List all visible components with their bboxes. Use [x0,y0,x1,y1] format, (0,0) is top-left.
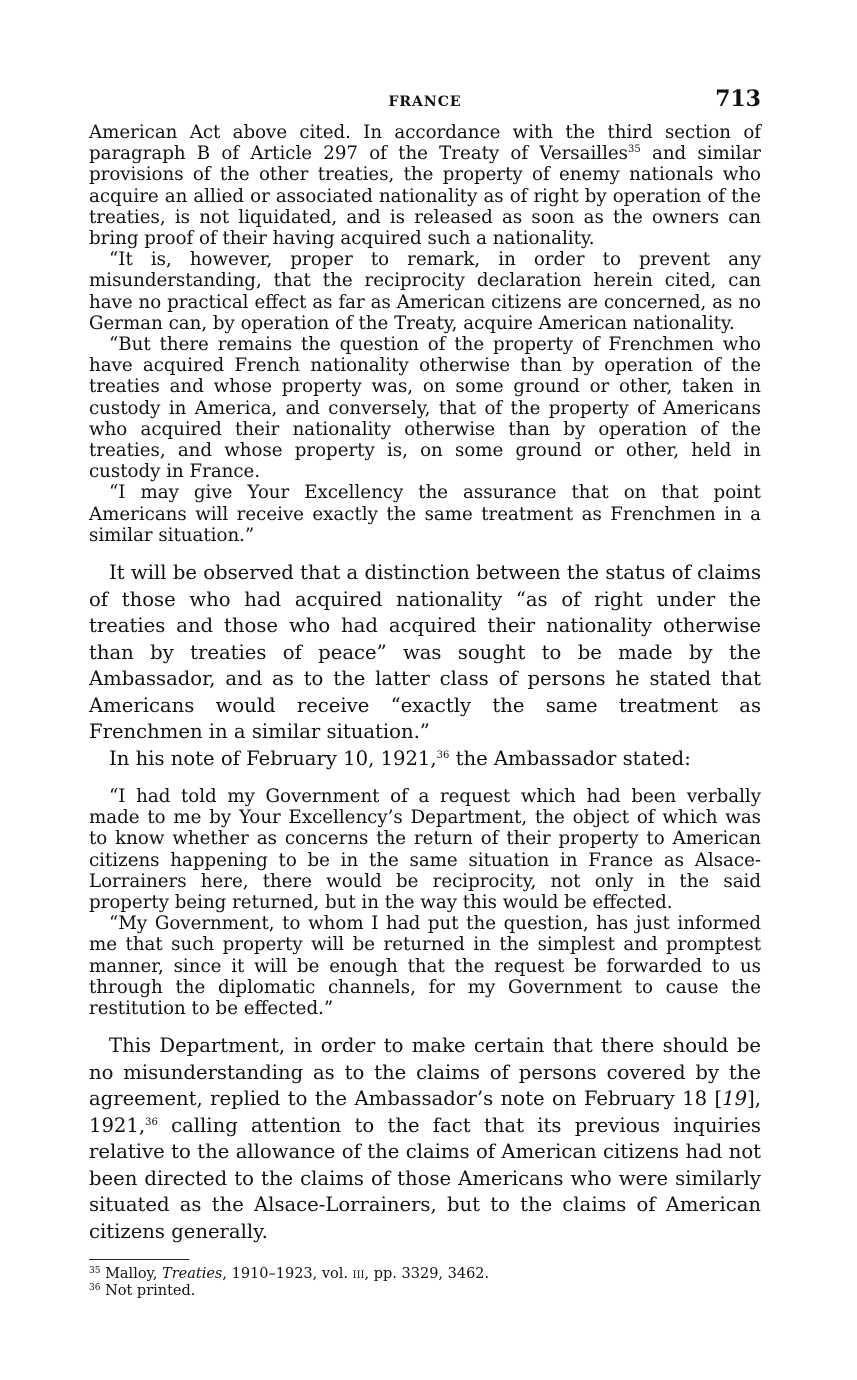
text-run: the Ambassador stated: [449,746,691,770]
text-run: and similar provisions of the other treaties, the property of enemy nationals who acquire an allied or associated nationality as of right by operation of the treaties, is not liquidated, and is released as soon as the owners can bring proof of their having acquired such a nationality. [89,143,761,250]
footnote-ref-35: 35 [628,144,641,156]
text-run: This Department, in order to make certain that there should be no misunderstanding as to the claims of persons covered by the agreement, replied to the Ambassador’s note on February 18 [ [89,1034,761,1111]
body1-paragraph-2 [89,746,761,773]
text-run: American Act above cited. In accordance with the third section of paragraph B of Article 297 of the Treaty of Versailles [89,122,761,165]
footnote-divider [89,1259,189,1260]
quote1-paragraph-2: “It is, however, proper to remark, in order to prevent any misunderstanding, that the reciprocity declaration herein cited, can have no practical effect as far as American citizens are concerned, as no German can, by operation of the Treaty, acquire American nationality. [89,249,761,334]
footnote-mark: 36 [89,1283,101,1294]
body-section-2 [89,1033,761,1245]
body2-paragraph-1 [89,1033,761,1245]
running-title: FRANCE [388,94,462,110]
quote1-paragraph-4: “I may give Your Excellency the assurance that on that point Americans will receive exactly the same treatment as Frenchmen in a similar situation.” [89,482,761,546]
italic-text: 19 [722,1087,748,1111]
body1-paragraph-1: It will be observed that a distinction between the status of claims of those who had acquired nationality “as of right under the treaties and those who had acquired their nationality otherwise than by treaties of peace” was sought to be made by the Ambassador, and as to the latter class of persons he stated that Americans would receive “exactly the same treatment as Frenchmen in a similar situation.” [89,561,761,744]
text-run: calling attention to the fact that its previous inquiries relative to the allowance of the claims of American citizens had not been directed to the claims of those Americans who were similarly situated as the Alsace-Lorrainers, but to the claims of American citizens generally. [89,1113,761,1243]
text-run: Not printed. [105,1283,196,1300]
page-number: 713 [715,86,761,112]
quote2-paragraph-1: “I had told my Government of a request which had been verbally made to me by Your Excellency’s Department, the object of which was to know whether as concerns the return of their property to American citizens happening to be in the same situation in France as Alsace-Lorrainers here, there would be reciprocity, not only in the said property being returned, but in the way this would be effected. [89,786,761,914]
document-page [89,84,761,1300]
body-section-1 [89,560,761,772]
footnote-mark: 35 [89,1266,101,1277]
footnote-35 [89,1266,761,1283]
quote2-paragraph-2: “My Government, to whom I had put the question, has just informed me that such property will be returned in the simplest and promptest manner, since it will be enough that the request be forwarded to us through the diplomatic channels, for my Government to cause the restitution to be effected.” [89,913,761,1020]
footnote-ref-36: 36 [436,749,450,761]
quote1-paragraph-3: “But there remains the question of the property of Frenchmen who have acquired French nationality otherwise than by operation of the treaties and whose property was, on some ground or other, taken in custody in America, and conversely, that of the property of Americans who acquired their nationality otherwise than by operation of the treaties, and whose property is, on some ground or other, held in custody in France. [89,334,761,483]
text-run: Malloy, [105,1266,163,1283]
footnote-36 [89,1283,761,1300]
text-run: ], 1921, [89,1087,761,1137]
footnote-ref-36: 36 [145,1116,158,1128]
text-run: , pp. 3329, 3462. [364,1266,490,1283]
volume-numeral: iii [352,1266,365,1283]
footnotes [89,1266,761,1300]
text-run: , 1910–1923, vol. [222,1266,353,1283]
quoted-passage-1 [89,122,761,546]
text-run: In his note of February 10, 1921, [109,746,437,770]
quoted-passage-2 [89,786,761,1019]
running-head [89,84,761,122]
quote1-paragraph-1 [89,122,761,249]
italic-text: Treaties [162,1266,223,1283]
